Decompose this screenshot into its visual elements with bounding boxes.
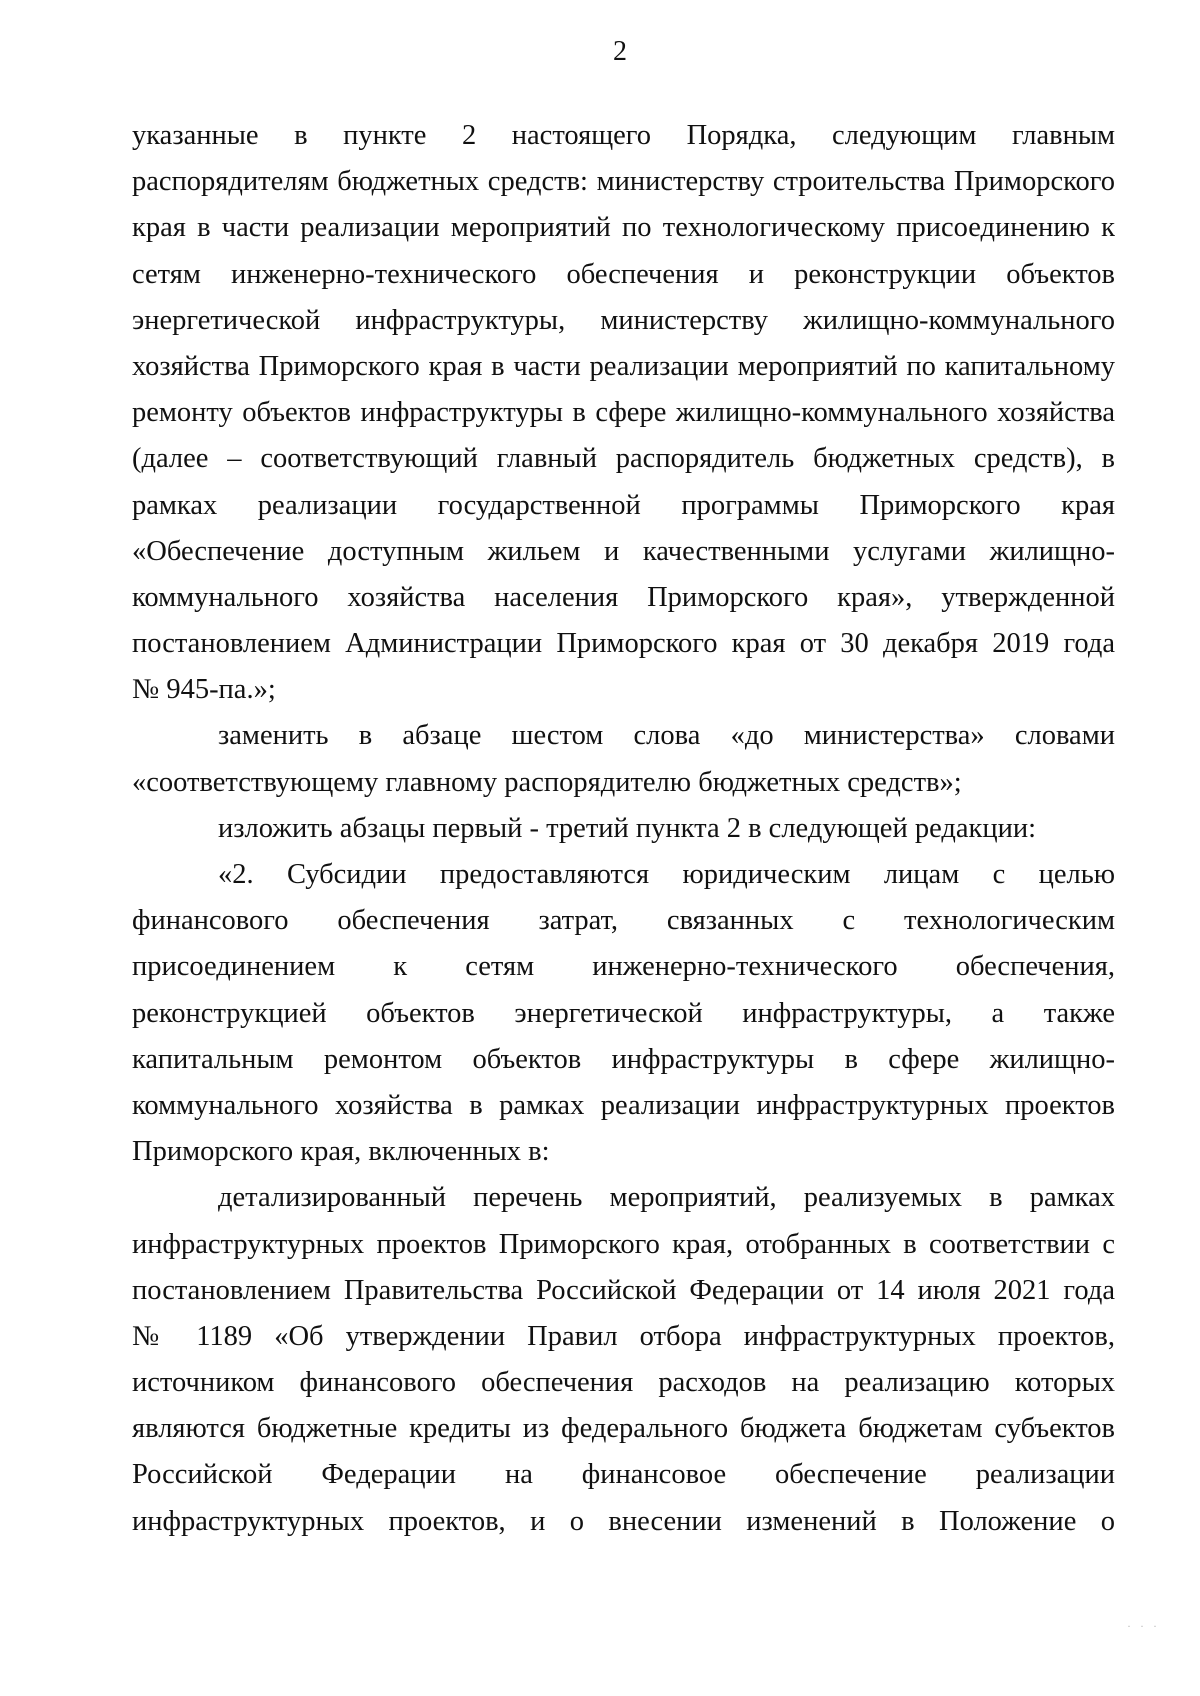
text-line: присоединением к сетям инженерно-технического обеспечения, — [132, 951, 1115, 983]
text-line: ремонту объектов инфраструктуры в сфере жилищно-коммунального хозяйства — [132, 397, 1115, 429]
paragraph — [132, 806, 1115, 852]
text-line: указанные в пункте 2 настоящего Порядка, следующим главным — [132, 120, 1115, 151]
text-line: Российской Федерации на финансовое обеспечение реализации — [132, 1459, 1115, 1491]
text-line: «2. Субсидии предоставляются юридическим лицам с целью — [218, 859, 1115, 890]
text-line: рамках реализации государственной программы Приморского края — [132, 489, 1115, 521]
text-line: края в части реализации мероприятий по технологическому присоединению к — [132, 212, 1115, 244]
text-line: заменить в абзаце шестом слова «до министерства» словами — [218, 720, 1115, 752]
text-line: капитальным ремонтом объектов инфраструктуры в сфере жилищно- — [132, 1043, 1115, 1075]
text-line: являются бюджетные кредиты из федерального бюджета бюджетам субъектов — [132, 1413, 1115, 1445]
text-line: реконструкцией объектов энергетической инфраструктуры, а также — [132, 997, 1115, 1029]
text-line: коммунального хозяйства в рамках реализации инфраструктурных проектов — [132, 1089, 1115, 1121]
text-line: сетям инженерно-технического обеспечения и реконструкции объектов — [132, 258, 1115, 290]
text-line: коммунального хозяйства населения Приморского края», утвержденной — [132, 581, 1115, 613]
text-line: энергетической инфраструктуры, министерству жилищно-коммунального — [132, 304, 1115, 336]
scan-specks: · · · — [1127, 1619, 1160, 1633]
text-line: инфраструктурных проектов, и о внесении изменений в Положение о — [132, 1505, 1115, 1537]
paragraph — [132, 113, 1115, 713]
text-line: (далее – соответствующий главный распорядитель бюджетных средств), в — [132, 443, 1115, 475]
text-line: постановлением Правительства Российской Федерации от 14 июля 2021 года — [132, 1274, 1115, 1306]
text-line: «Обеспечение доступным жильем и качественными услугами жилищно- — [132, 535, 1115, 567]
text-line: «соответствующему главному распорядителю бюджетных средств»; — [132, 766, 962, 798]
text-line: источником финансового обеспечения расходов на реализацию которых — [132, 1367, 1115, 1399]
text-line: № 945-па.»; — [132, 674, 276, 706]
text-line: изложить абзацы первый - третий пункта 2 в следующей редакции: — [218, 812, 1037, 844]
page-number: 2 — [613, 36, 627, 67]
paragraph — [132, 852, 1115, 1175]
text-line: хозяйства Приморского края в части реализации мероприятий по капитальному — [132, 350, 1115, 382]
text-line: постановлением Администрации Приморского края от 30 декабря 2019 года — [132, 628, 1115, 660]
paragraph — [132, 713, 1115, 805]
text-line: детализированный перечень мероприятий, реализуемых в рамках — [218, 1182, 1115, 1214]
text-line: распорядителям бюджетных средств: министерству строительства Приморского — [132, 166, 1115, 198]
text-line: № 1189 «Об утверждении Правил отбора инфраструктурных проектов, — [132, 1320, 1115, 1352]
document-body — [132, 113, 1115, 1545]
text-line: Приморского края, включенных в: — [132, 1136, 550, 1168]
text-line: инфраструктурных проектов Приморского края, отобранных в соответствии с — [132, 1228, 1115, 1260]
text-line: финансового обеспечения затрат, связанных с технологическим — [132, 905, 1115, 937]
paragraph — [132, 1175, 1115, 1545]
